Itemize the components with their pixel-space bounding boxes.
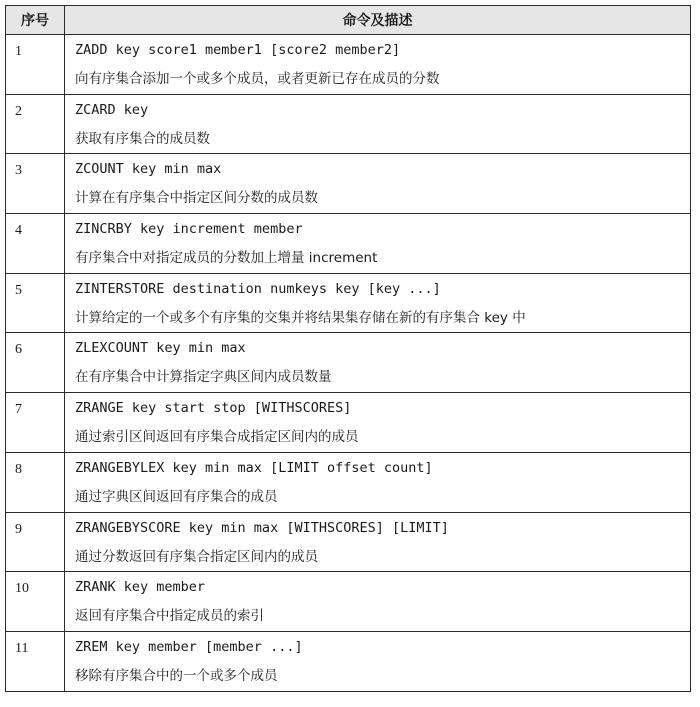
command-syntax: ZINTERSTORE destination numkeys key [key ...]	[75, 280, 441, 297]
row-number: 2	[6, 94, 65, 154]
command-cell	[65, 333, 691, 393]
table-row	[6, 452, 691, 512]
command-description: 返回有序集合中指定成员的索引	[75, 608, 264, 625]
command-description: 通过分数返回有序集合指定区间内的成员	[75, 548, 318, 565]
command-syntax: ZRANK key member	[75, 579, 206, 596]
table-row	[6, 35, 691, 95]
row-number: 11	[6, 631, 65, 691]
command-cell	[65, 94, 691, 154]
command-syntax: ZINCRBY key increment member	[75, 221, 303, 238]
table-row	[6, 572, 691, 632]
command-syntax: ZRANGE key start stop [WITHSCORES]	[75, 400, 352, 417]
command-cell	[65, 393, 691, 453]
command-cell	[65, 154, 691, 214]
row-number: 7	[6, 393, 65, 453]
table-row	[6, 94, 691, 154]
command-cell	[65, 35, 691, 95]
command-syntax: ZCARD key	[75, 101, 149, 118]
command-syntax: ZRANGEBYLEX key min max [LIMIT offset count]	[75, 459, 433, 476]
row-number: 10	[6, 572, 65, 632]
table-row	[6, 154, 691, 214]
table-header	[6, 6, 691, 35]
table-row	[6, 512, 691, 572]
command-syntax: ZLEXCOUNT key min max	[75, 340, 246, 357]
command-cell	[65, 572, 691, 632]
command-table	[5, 5, 691, 692]
command-description: 计算给定的一个或多个有序集的交集并将结果集存储在新的有序集合 key 中	[75, 309, 526, 326]
table-body	[6, 35, 691, 692]
command-description: 通过字典区间返回有序集合的成员	[75, 488, 278, 505]
command-syntax: ZADD key score1 member1 [score2 member2]	[75, 42, 401, 58]
command-syntax: ZCOUNT key min max	[75, 161, 222, 178]
header-num: 序号	[6, 6, 65, 35]
command-description: 获取有序集合的成员数	[75, 130, 210, 147]
row-number: 6	[6, 333, 65, 393]
command-cell	[65, 452, 691, 512]
command-cell	[65, 214, 691, 274]
row-number: 5	[6, 273, 65, 333]
command-syntax: ZREM key member [member ...]	[75, 638, 303, 655]
command-cell	[65, 512, 691, 572]
row-number: 1	[6, 35, 65, 95]
command-syntax: ZRANGEBYSCORE key min max [WITHSCORES] [LIMIT]	[75, 519, 449, 536]
table-row	[6, 214, 691, 274]
command-description: 移除有序集合中的一个或多个成员	[75, 667, 278, 684]
command-description: 向有序集合添加一个或多个成员，或者更新已存在成员的分数	[75, 71, 440, 87]
table-row	[6, 393, 691, 453]
row-number: 4	[6, 214, 65, 274]
table-row	[6, 273, 691, 333]
table-row	[6, 333, 691, 393]
header-command-desc: 命令及描述	[65, 6, 691, 35]
table-row	[6, 631, 691, 691]
command-description: 计算在有序集合中指定区间分数的成员数	[75, 190, 318, 207]
command-description: 在有序集合中计算指定字典区间内成员数量	[75, 369, 332, 386]
command-cell	[65, 631, 691, 691]
command-cell	[65, 273, 691, 333]
command-description: 通过索引区间返回有序集合成指定区间内的成员	[75, 429, 359, 446]
row-number: 9	[6, 512, 65, 572]
row-number: 8	[6, 452, 65, 512]
command-description: 有序集合中对指定成员的分数加上增量 increment	[75, 250, 378, 267]
row-number: 3	[6, 154, 65, 214]
